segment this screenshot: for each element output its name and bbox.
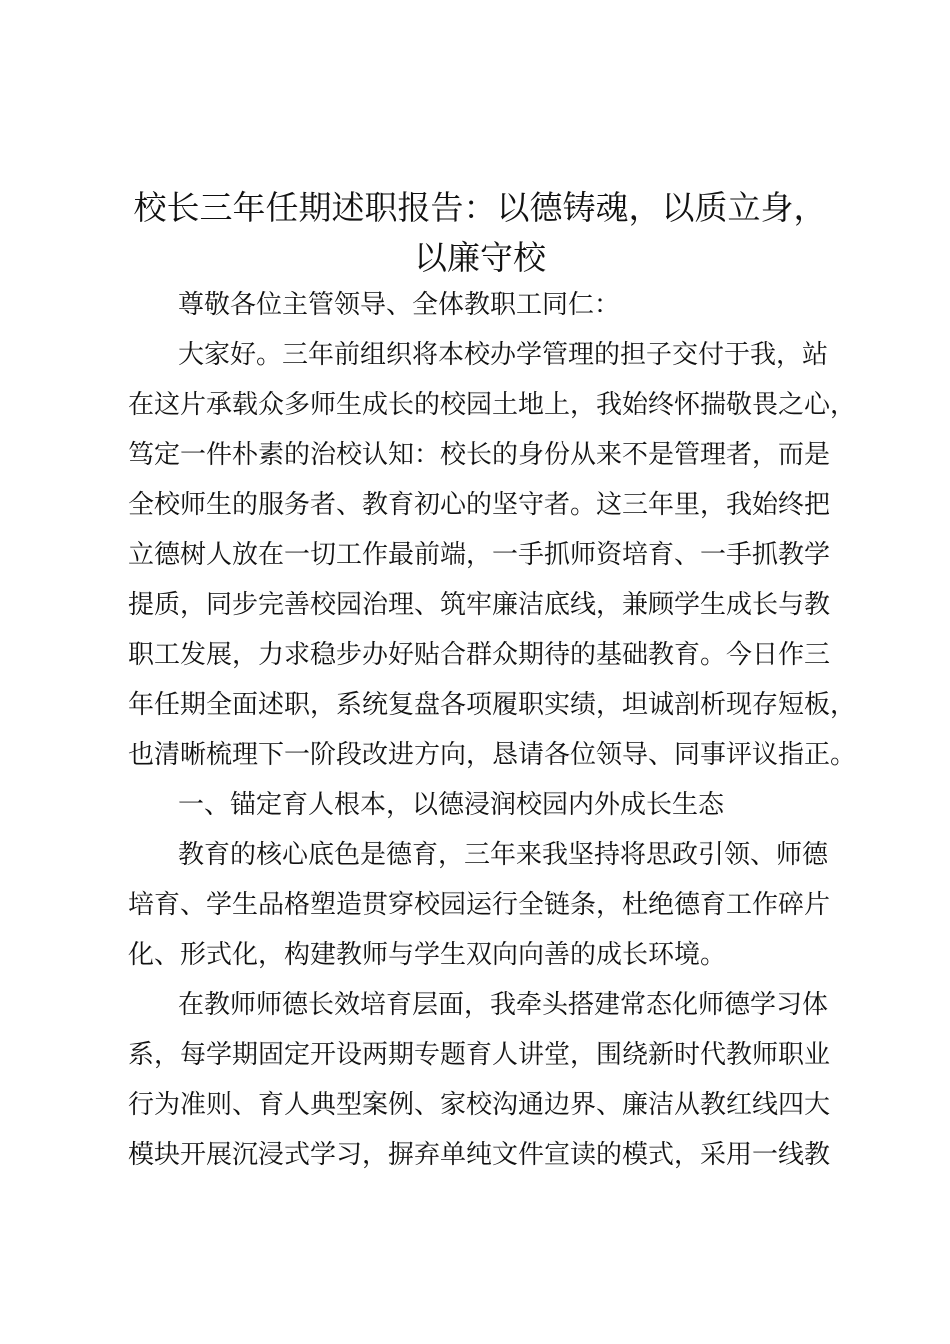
paragraph-line: 也清晰梳理下一阶段改进方向，恳请各位领导、同事评议指正。 bbox=[128, 740, 857, 770]
paragraph-line: 大家好。三年前组织将本校办学管理的担子交付于我，站 bbox=[178, 340, 829, 370]
paragraph-line: 立德树人放在一切工作最前端，一手抓师资培育、一手抓教学 bbox=[128, 540, 831, 570]
paragraph-line: 培育、学生品格塑造贯穿校园运行全链条，杜绝德育工作碎片 bbox=[128, 890, 831, 920]
paragraph-line: 全校师生的服务者、教育初心的坚守者。这三年里，我始终把 bbox=[128, 490, 831, 520]
paragraph-line: 职工发展，力求稳步办好贴合群众期待的基础教育。今日作三 bbox=[128, 640, 831, 670]
paragraph-line: 在教师师德长效培育层面，我牵头搭建常态化师德学习体 bbox=[178, 990, 829, 1020]
paragraph-line: 年任期全面述职，系统复盘各项履职实绩，坦诚剖析现存短板， bbox=[128, 690, 857, 720]
paragraph-line: 教育的核心底色是德育，三年来我坚持将思政引领、师德 bbox=[178, 840, 829, 870]
paragraph-line: 行为准则、育人典型案例、家校沟通边界、廉洁从教红线四大 bbox=[128, 1090, 831, 1120]
paragraph-line: 提质，同步完善校园治理、筑牢廉洁底线，兼顾学生成长与教 bbox=[128, 590, 831, 620]
paragraph-line: 模块开展沉浸式学习，摒弃单纯文件宣读的模式，采用一线教 bbox=[128, 1140, 831, 1170]
section-heading: 一、锚定育人根本，以德浸润校园内外成长生态 bbox=[178, 790, 725, 820]
document-title-line-2: 以廉守校 bbox=[414, 238, 546, 277]
salutation: 尊敬各位主管领导、全体教职工同仁： bbox=[178, 290, 621, 320]
document-title-line-1: 校长三年任期述职报告：以德铸魂，以质立身， bbox=[133, 188, 827, 227]
paragraph-line: 化、形式化，构建教师与学生双向向善的成长环境。 bbox=[128, 940, 727, 970]
paragraph-line: 系，每学期固定开设两期专题育人讲堂，围绕新时代教师职业 bbox=[128, 1040, 831, 1070]
paragraph-line: 在这片承载众多师生成长的校园土地上，我始终怀揣敬畏之心， bbox=[128, 390, 857, 420]
paragraph-line: 笃定一件朴素的治校认知：校长的身份从来不是管理者，而是 bbox=[128, 440, 831, 470]
